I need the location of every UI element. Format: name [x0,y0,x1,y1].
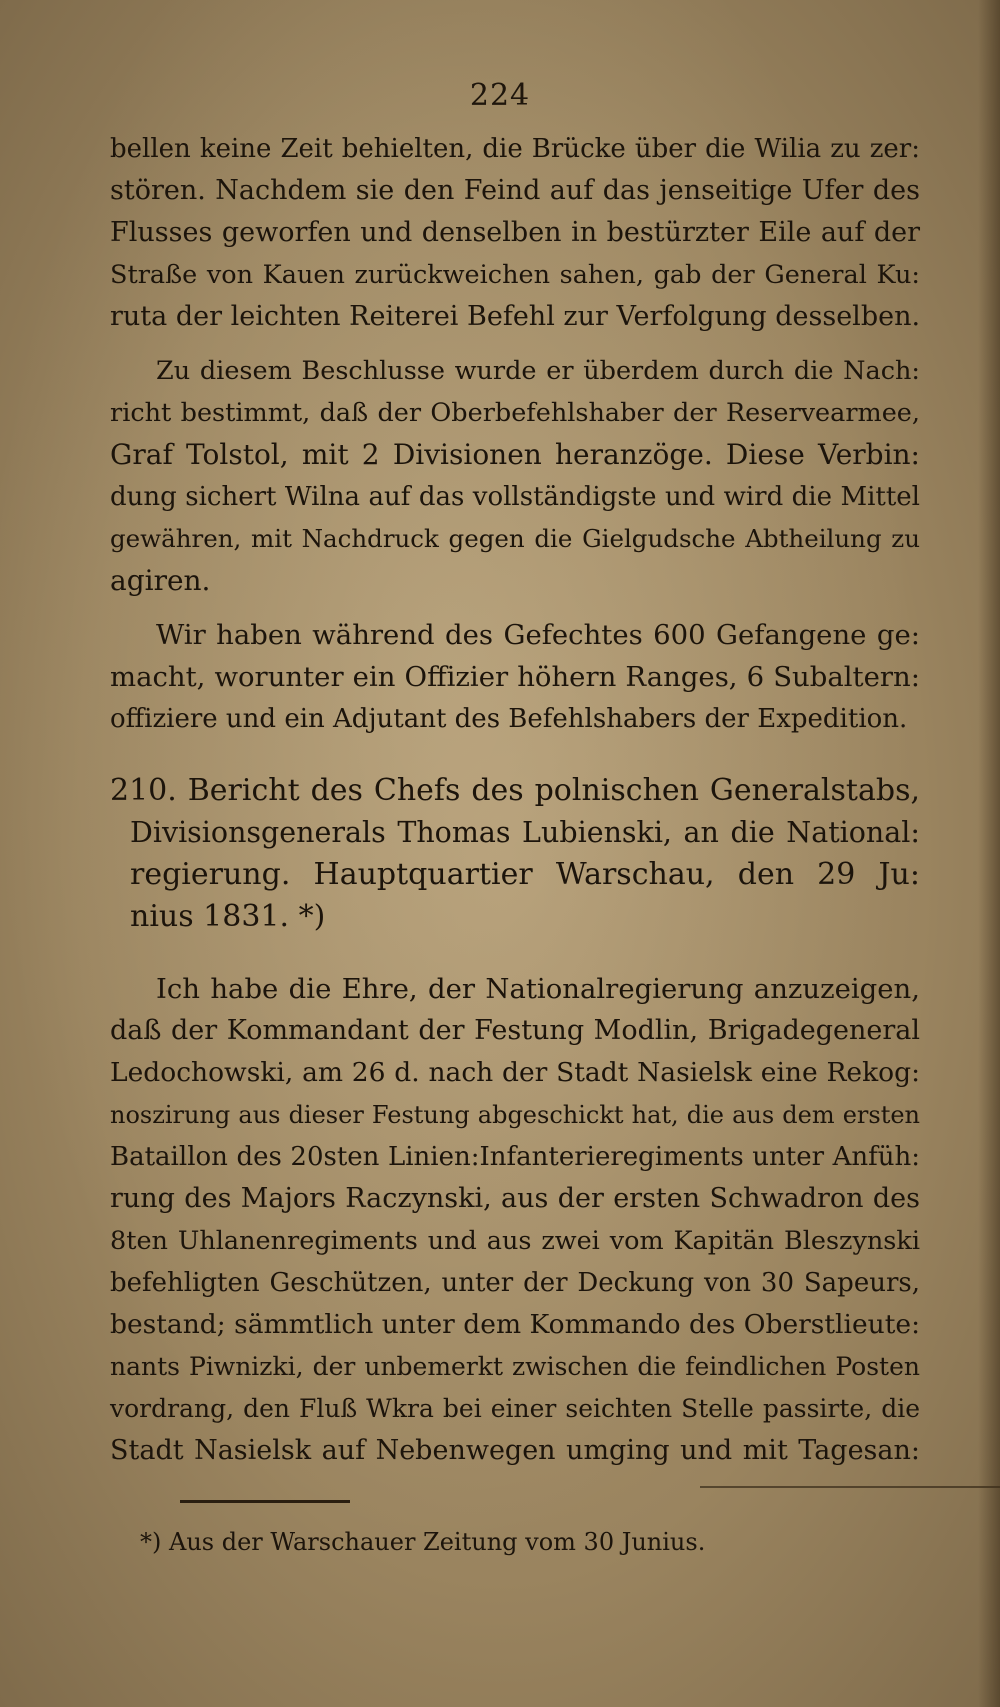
text-line: ruta der leichten Reiterei Befehl zur Verfolgung desselben. [110,301,921,332]
paragraph-3 [110,614,920,740]
text-line: Bataillon des 20sten Linien:Infanterieregiments unter Anfüh: [110,1142,920,1172]
text-line: bestand; sämmtlich unter dem Kommando des Oberstlieute: [110,1309,920,1340]
footnote: *) Aus der Warschauer Zeitung vom 30 Junius. [140,1528,706,1556]
text-line: noszirung aus dieser Festung abgeschickt hat, die aus dem ersten [110,1101,920,1129]
text-line: Wir haben während des Gefechtes 600 Gefangene ge: [156,619,920,651]
heading-line: regierung. Hauptquartier Warschau, den 29 Ju: [130,857,920,892]
text-line: agiren. [110,564,211,597]
heading-line: Divisionsgenerals Thomas Lubienski, an die National: [130,816,920,849]
footnote-rule [180,1500,350,1503]
paragraph-main [110,968,920,1472]
text-line: befehligten Geschützen, unter der Deckung von 30 Sapeurs, [110,1268,920,1298]
text-line: vordrang, den Fluß Wkra bei einer seichten Stelle passirte, die [110,1394,920,1423]
text-line: richt bestimmt, daß der Oberbefehlshaber der Reservearmee, [110,398,920,428]
text-line: bellen keine Zeit behielten, die Brücke über die Wilia zu zer: [110,134,920,164]
heading-line: 210. Bericht des Chefs des polnischen Generalstabs, [110,773,920,808]
text-line: nants Piwnizki, der unbemerkt zwischen die feindlichen Posten [110,1352,920,1381]
text-line: Straße von Kauen zurückweichen sahen, gab der General Ku: [110,260,920,290]
paragraph-2 [110,350,920,602]
text-line: dung sichert Wilna auf das vollständigste und wird die Mittel [110,482,920,512]
text-body [110,128,920,1472]
text-line: Zu diesem Beschlusse wurde er überdem durch die Nach: [156,356,920,386]
page-edge-line [700,1486,1000,1488]
paragraph-1 [110,128,920,338]
section-heading [110,770,920,938]
text-line: rung des Majors Raczynski, aus der ersten Schwadron des [110,1183,920,1214]
text-line: stören. Nachdem sie den Feind auf das jenseitige Ufer des [110,175,920,206]
text-line: 8ten Uhlanenregiments und aus zwei vom Kapitän Bleszynski [110,1226,920,1256]
text-line: gewähren, mit Nachdruck gegen die Gielgudsche Abtheilung zu [110,524,920,553]
text-line: Ich habe die Ehre, der Nationalregierung anzuzeigen, [156,973,920,1005]
text-line: Flusses geworfen und denselben in bestürzter Eile auf der [110,217,920,248]
text-line: daß der Kommandant der Festung Modlin, Brigadegeneral [110,1015,920,1046]
text-line: offiziere und ein Adjutant des Befehlshabers der Expedition. [110,704,908,734]
page-number: 224 [469,78,531,113]
text-line: macht, worunter ein Offizier höhern Ranges, 6 Subaltern: [110,661,920,693]
text-line: Graf Tolstol, mit 2 Divisionen heranzöge. Diese Verbin: [110,438,920,471]
text-line: Ledochowski, am 26 d. nach der Stadt Nasielsk eine Rekog: [110,1057,920,1088]
heading-line: nius 1831. *) [130,899,326,934]
text-line: Stadt Nasielsk auf Nebenwegen umging und mit Tagesan: [110,1435,920,1466]
